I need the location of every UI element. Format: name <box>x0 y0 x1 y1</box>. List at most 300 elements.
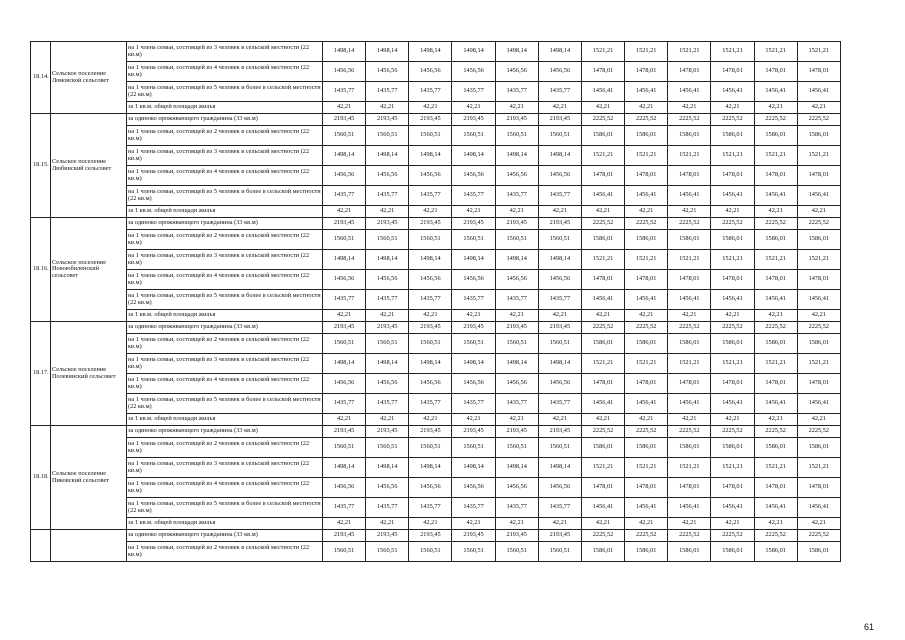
tariff-value-cell: 1586,01 <box>797 230 840 250</box>
tariff-value-cell: 1521,21 <box>581 354 624 374</box>
tariff-value-cell: 1478,01 <box>668 62 711 82</box>
table-row <box>31 126 841 146</box>
tariff-value-cell: 1478,01 <box>625 478 668 498</box>
tariff-value-cell: 2193,45 <box>366 322 409 334</box>
page-number: 61 <box>863 622 874 632</box>
section-code: 18.16. <box>31 218 51 322</box>
tariff-value-cell: 42,21 <box>581 102 624 114</box>
tariff-value-cell: 1586,01 <box>797 334 840 354</box>
tariff-value-cell: 1456,41 <box>711 394 754 414</box>
tariff-value-cell: 1560,51 <box>409 542 452 562</box>
tariff-value-cell: 2193,45 <box>323 322 366 334</box>
tariff-value-cell: 1560,51 <box>495 230 538 250</box>
tariff-value-cell: 2225,52 <box>797 530 840 542</box>
tariff-value-cell: 1435,77 <box>366 498 409 518</box>
tariff-value-cell: 42,21 <box>538 518 581 530</box>
tariff-value-cell: 1456,56 <box>538 478 581 498</box>
tariff-value-cell: 1586,01 <box>581 126 624 146</box>
row-label: на 1 члена семьи, состоящей из 3 человек в сельской местности (22 кв.м) <box>127 458 323 478</box>
tariff-value-cell: 1586,01 <box>797 438 840 458</box>
tariff-value-cell: 1435,77 <box>538 82 581 102</box>
tariff-value-cell: 42,21 <box>452 310 495 322</box>
tariff-value-cell: 1456,56 <box>323 478 366 498</box>
tariff-value-cell: 1560,51 <box>323 230 366 250</box>
tariff-value-cell: 2225,52 <box>797 322 840 334</box>
table-row <box>31 310 841 322</box>
tariff-value-cell: 1478,01 <box>668 478 711 498</box>
tariff-value-cell: 42,21 <box>581 206 624 218</box>
tariff-value-cell: 2193,45 <box>409 426 452 438</box>
row-label: за одиноко проживающего гражданина (33 кв.м) <box>127 218 323 230</box>
tariff-value-cell: 1586,01 <box>625 126 668 146</box>
tariff-value-cell: 1456,41 <box>711 186 754 206</box>
table-row <box>31 458 841 478</box>
tariff-value-cell: 1586,01 <box>754 438 797 458</box>
tariff-value-cell: 1498,14 <box>409 42 452 62</box>
tariff-value-cell: 1435,77 <box>495 394 538 414</box>
tariff-value-cell: 1435,77 <box>495 498 538 518</box>
tariff-value-cell: 1456,41 <box>581 82 624 102</box>
tariff-value-cell: 2225,52 <box>754 530 797 542</box>
tariff-value-cell: 1560,51 <box>452 230 495 250</box>
section-code: 18.15. <box>31 114 51 218</box>
tariff-value-cell: 42,21 <box>495 414 538 426</box>
tariff-table-body <box>31 42 841 562</box>
tariff-value-cell: 1456,56 <box>452 166 495 186</box>
tariff-value-cell: 1435,77 <box>452 498 495 518</box>
table-row <box>31 438 841 458</box>
row-label: на 1 члена семьи, состоящей из 4 человек в сельской местности (22 кв.м) <box>127 270 323 290</box>
tariff-value-cell: 42,21 <box>711 518 754 530</box>
tariff-value-cell: 1478,01 <box>668 374 711 394</box>
tariff-value-cell: 1586,01 <box>625 542 668 562</box>
tariff-value-cell: 42,21 <box>495 310 538 322</box>
tariff-value-cell: 1478,01 <box>754 478 797 498</box>
table-row <box>31 334 841 354</box>
tariff-value-cell: 42,21 <box>754 206 797 218</box>
row-label: на 1 члена семьи, состоящей из 2 человек в сельской местности (22 кв.м) <box>127 542 323 562</box>
tariff-value-cell: 1560,51 <box>409 438 452 458</box>
tariff-value-cell: 1586,01 <box>668 126 711 146</box>
tariff-value-cell: 42,21 <box>366 310 409 322</box>
tariff-value-cell: 42,21 <box>581 518 624 530</box>
tariff-value-cell: 1456,41 <box>754 498 797 518</box>
tariff-value-cell: 1456,41 <box>711 498 754 518</box>
tariff-value-cell: 1456,56 <box>495 62 538 82</box>
tariff-value-cell: 42,21 <box>538 102 581 114</box>
tariff-value-cell: 1521,21 <box>797 42 840 62</box>
tariff-value-cell: 1456,41 <box>625 498 668 518</box>
tariff-value-cell: 42,21 <box>625 310 668 322</box>
tariff-value-cell: 1456,56 <box>495 374 538 394</box>
tariff-value-cell: 1560,51 <box>409 230 452 250</box>
tariff-value-cell: 1498,14 <box>452 354 495 374</box>
tariff-value-cell: 1498,14 <box>538 458 581 478</box>
tariff-value-cell: 1498,14 <box>495 146 538 166</box>
tariff-value-cell: 42,21 <box>668 102 711 114</box>
tariff-value-cell: 1560,51 <box>323 438 366 458</box>
tariff-value-cell: 1435,77 <box>323 394 366 414</box>
tariff-value-cell: 1478,01 <box>668 270 711 290</box>
row-label: на 1 члена семьи, состоящей из 2 человек в сельской местности (22 кв.м) <box>127 334 323 354</box>
tariff-value-cell: 1456,56 <box>323 62 366 82</box>
tariff-value-cell: 1586,01 <box>797 126 840 146</box>
table-row <box>31 542 841 562</box>
tariff-value-cell: 1586,01 <box>581 230 624 250</box>
table-row <box>31 478 841 498</box>
tariff-value-cell: 1435,77 <box>366 82 409 102</box>
tariff-value-cell: 42,21 <box>754 414 797 426</box>
tariff-value-cell: 42,21 <box>495 206 538 218</box>
tariff-value-cell: 42,21 <box>538 310 581 322</box>
tariff-value-cell: 1498,14 <box>366 354 409 374</box>
tariff-value-cell: 1498,14 <box>495 250 538 270</box>
tariff-value-cell: 1586,01 <box>711 542 754 562</box>
tariff-value-cell: 1521,21 <box>754 146 797 166</box>
tariff-value-cell: 1435,77 <box>409 186 452 206</box>
tariff-value-cell: 2193,45 <box>409 218 452 230</box>
tariff-value-cell: 1560,51 <box>538 334 581 354</box>
tariff-value-cell: 1456,56 <box>495 166 538 186</box>
row-label: за 1 кв.м. общей площади жилья <box>127 206 323 218</box>
tariff-value-cell: 42,21 <box>581 310 624 322</box>
row-label: на 1 члена семьи, состоящей из 5 человек и более в сельской местности (22 кв.м) <box>127 290 323 310</box>
tariff-value-cell: 1456,41 <box>581 186 624 206</box>
tariff-value-cell: 1521,21 <box>711 146 754 166</box>
tariff-value-cell: 2193,45 <box>495 426 538 438</box>
row-label: на 1 члена семьи, состоящей из 5 человек и более в сельской местности (22 кв.м) <box>127 498 323 518</box>
tariff-value-cell: 42,21 <box>366 206 409 218</box>
tariff-value-cell: 1456,56 <box>323 374 366 394</box>
tariff-value-cell: 2225,52 <box>797 114 840 126</box>
tariff-value-cell: 1435,77 <box>495 290 538 310</box>
row-label: на 1 члена семьи, состоящей из 3 человек в сельской местности (22 кв.м) <box>127 250 323 270</box>
tariff-value-cell: 1498,14 <box>409 250 452 270</box>
tariff-value-cell: 1456,56 <box>538 270 581 290</box>
tariff-value-cell: 1456,56 <box>366 374 409 394</box>
tariff-value-cell: 1478,01 <box>797 478 840 498</box>
tariff-value-cell: 1586,01 <box>754 230 797 250</box>
tariff-value-cell: 2225,52 <box>581 530 624 542</box>
tariff-value-cell: 1435,77 <box>538 498 581 518</box>
tariff-value-cell: 42,21 <box>668 414 711 426</box>
tariff-value-cell: 1498,14 <box>323 42 366 62</box>
tariff-value-cell: 2193,45 <box>495 322 538 334</box>
settlement-name <box>51 530 127 562</box>
tariff-value-cell: 42,21 <box>409 414 452 426</box>
tariff-value-cell: 1586,01 <box>711 334 754 354</box>
settlement-name: Сельское поселение Любинский сельсовет <box>51 114 127 218</box>
tariff-value-cell: 1521,21 <box>668 42 711 62</box>
tariff-value-cell: 1521,21 <box>754 250 797 270</box>
row-label: на 1 члена семьи, состоящей из 2 человек в сельской местности (22 кв.м) <box>127 126 323 146</box>
row-label: на 1 члена семьи, состоящей из 4 человек в сельской местности (22 кв.м) <box>127 166 323 186</box>
tariff-value-cell: 1435,77 <box>452 290 495 310</box>
tariff-value-cell: 1586,01 <box>754 126 797 146</box>
row-label: на 1 члена семьи, состоящей из 4 человек в сельской местности (22 кв.м) <box>127 62 323 82</box>
row-label: за одиноко проживающего гражданина (33 кв.м) <box>127 426 323 438</box>
row-label: на 1 члена семьи, состоящей из 3 человек в сельской местности (22 кв.м) <box>127 42 323 62</box>
tariff-value-cell: 1560,51 <box>323 542 366 562</box>
tariff-value-cell: 1456,41 <box>797 394 840 414</box>
tariff-value-cell: 1521,21 <box>668 146 711 166</box>
tariff-value-cell: 1560,51 <box>538 542 581 562</box>
tariff-value-cell: 1586,01 <box>754 334 797 354</box>
tariff-value-cell: 1435,77 <box>538 186 581 206</box>
tariff-value-cell: 42,21 <box>625 518 668 530</box>
tariff-value-cell: 1560,51 <box>452 438 495 458</box>
tariff-value-cell: 1435,77 <box>366 394 409 414</box>
tariff-value-cell: 1560,51 <box>495 542 538 562</box>
tariff-value-cell: 42,21 <box>668 518 711 530</box>
tariff-value-cell: 2225,52 <box>711 530 754 542</box>
tariff-value-cell: 1435,77 <box>323 82 366 102</box>
tariff-value-cell: 1478,01 <box>797 62 840 82</box>
settlement-name: Сельское поселение Ломовской сельсовет <box>51 42 127 114</box>
tariff-value-cell: 1478,01 <box>797 270 840 290</box>
tariff-value-cell: 1456,56 <box>323 166 366 186</box>
tariff-value-cell: 1521,21 <box>797 146 840 166</box>
section-code: 18.18. <box>31 426 51 530</box>
tariff-value-cell: 42,21 <box>538 206 581 218</box>
tariff-value-cell: 1560,51 <box>452 542 495 562</box>
tariff-value-cell: 1456,41 <box>797 498 840 518</box>
tariff-value-cell: 1456,56 <box>366 62 409 82</box>
table-row <box>31 518 841 530</box>
tariff-value-cell: 1456,56 <box>409 270 452 290</box>
tariff-value-cell: 1560,51 <box>538 126 581 146</box>
tariff-value-cell: 2225,52 <box>668 322 711 334</box>
table-row <box>31 414 841 426</box>
tariff-value-cell: 1435,77 <box>495 186 538 206</box>
tariff-value-cell: 2225,52 <box>625 530 668 542</box>
tariff-value-cell: 2225,52 <box>625 322 668 334</box>
tariff-value-cell: 1560,51 <box>538 438 581 458</box>
tariff-value-cell: 1478,01 <box>581 374 624 394</box>
tariff-value-cell: 1521,21 <box>581 42 624 62</box>
section-code <box>31 530 51 562</box>
tariff-value-cell: 1521,21 <box>625 146 668 166</box>
tariff-value-cell: 1456,41 <box>625 186 668 206</box>
table-row <box>31 322 841 334</box>
table-row <box>31 114 841 126</box>
tariff-value-cell: 1456,41 <box>581 290 624 310</box>
row-label: за 1 кв.м. общей площади жилья <box>127 102 323 114</box>
tariff-value-cell: 1560,51 <box>452 126 495 146</box>
tariff-value-cell: 2193,45 <box>323 530 366 542</box>
tariff-value-cell: 1478,01 <box>711 478 754 498</box>
row-label: за 1 кв.м. общей площади жилья <box>127 518 323 530</box>
tariff-value-cell: 2193,45 <box>538 322 581 334</box>
tariff-value-cell: 42,21 <box>452 518 495 530</box>
tariff-value-cell: 1521,21 <box>754 354 797 374</box>
tariff-value-cell: 1456,41 <box>797 82 840 102</box>
tariff-value-cell: 2193,45 <box>538 426 581 438</box>
tariff-value-cell: 1498,14 <box>538 354 581 374</box>
tariff-value-cell: 2225,52 <box>625 114 668 126</box>
tariff-value-cell: 1456,56 <box>323 270 366 290</box>
row-label: за одиноко проживающего гражданина (33 кв.м) <box>127 530 323 542</box>
tariff-value-cell: 1478,01 <box>711 166 754 186</box>
tariff-value-cell: 42,21 <box>754 518 797 530</box>
tariff-value-cell: 2225,52 <box>711 426 754 438</box>
tariff-value-cell: 2193,45 <box>495 114 538 126</box>
tariff-value-cell: 1456,41 <box>797 290 840 310</box>
row-label: на 1 члена семьи, состоящей из 2 человек в сельской местности (22 кв.м) <box>127 438 323 458</box>
tariff-value-cell: 1586,01 <box>711 230 754 250</box>
tariff-value-cell: 1478,01 <box>581 270 624 290</box>
tariff-value-cell: 42,21 <box>409 206 452 218</box>
tariff-value-cell: 2193,45 <box>452 114 495 126</box>
tariff-value-cell: 1498,14 <box>323 250 366 270</box>
tariff-value-cell: 2193,45 <box>495 530 538 542</box>
tariff-value-cell: 1435,77 <box>409 498 452 518</box>
tariff-value-cell: 1456,56 <box>409 166 452 186</box>
table-row <box>31 498 841 518</box>
tariff-value-cell: 2193,45 <box>452 218 495 230</box>
tariff-value-cell: 1586,01 <box>668 230 711 250</box>
tariff-value-cell: 42,21 <box>366 518 409 530</box>
tariff-value-cell: 1586,01 <box>668 542 711 562</box>
tariff-value-cell: 2225,52 <box>581 114 624 126</box>
row-label: за 1 кв.м. общей площади жилья <box>127 310 323 322</box>
tariff-value-cell: 2193,45 <box>452 426 495 438</box>
tariff-value-cell: 42,21 <box>711 310 754 322</box>
table-row <box>31 62 841 82</box>
tariff-value-cell: 42,21 <box>668 206 711 218</box>
tariff-value-cell: 1521,21 <box>711 42 754 62</box>
tariff-value-cell: 1435,77 <box>452 186 495 206</box>
tariff-value-cell: 2225,52 <box>754 322 797 334</box>
tariff-value-cell: 1435,77 <box>452 82 495 102</box>
tariff-value-cell: 1435,77 <box>366 290 409 310</box>
tariff-value-cell: 1498,14 <box>323 146 366 166</box>
tariff-value-cell: 1478,01 <box>754 374 797 394</box>
tariff-value-cell: 1560,51 <box>323 126 366 146</box>
row-label: за одиноко проживающего гражданина (33 кв.м) <box>127 114 323 126</box>
tariff-value-cell: 1498,14 <box>452 146 495 166</box>
tariff-table <box>30 41 841 562</box>
tariff-value-cell: 1560,51 <box>495 334 538 354</box>
tariff-value-cell: 1456,41 <box>625 82 668 102</box>
tariff-value-cell: 1478,01 <box>625 374 668 394</box>
tariff-value-cell: 1521,21 <box>754 42 797 62</box>
tariff-value-cell: 1478,01 <box>711 270 754 290</box>
table-row <box>31 250 841 270</box>
tariff-value-cell: 42,21 <box>711 414 754 426</box>
tariff-value-cell: 1521,21 <box>625 458 668 478</box>
tariff-value-cell: 2193,45 <box>409 322 452 334</box>
tariff-value-cell: 1498,14 <box>409 146 452 166</box>
tariff-value-cell: 1560,51 <box>452 334 495 354</box>
table-row <box>31 530 841 542</box>
tariff-value-cell: 1498,14 <box>538 42 581 62</box>
tariff-value-cell: 42,21 <box>323 518 366 530</box>
tariff-value-cell: 1456,41 <box>754 82 797 102</box>
table-row <box>31 290 841 310</box>
tariff-value-cell: 1435,77 <box>323 290 366 310</box>
tariff-value-cell: 1456,41 <box>625 290 668 310</box>
tariff-value-cell: 2225,52 <box>797 218 840 230</box>
tariff-value-cell: 2225,52 <box>711 322 754 334</box>
tariff-value-cell: 42,21 <box>625 206 668 218</box>
tariff-value-cell: 2193,45 <box>366 530 409 542</box>
tariff-value-cell: 1456,56 <box>538 374 581 394</box>
tariff-value-cell: 2225,52 <box>668 114 711 126</box>
tariff-value-cell: 1498,14 <box>409 458 452 478</box>
tariff-value-cell: 1478,01 <box>754 166 797 186</box>
tariff-value-cell: 2225,52 <box>581 322 624 334</box>
table-row <box>31 354 841 374</box>
table-row <box>31 42 841 62</box>
tariff-value-cell: 1456,41 <box>581 498 624 518</box>
table-row <box>31 206 841 218</box>
tariff-value-cell: 1456,56 <box>538 62 581 82</box>
tariff-value-cell: 1498,14 <box>495 42 538 62</box>
tariff-value-cell: 1456,41 <box>711 290 754 310</box>
table-row <box>31 374 841 394</box>
tariff-value-cell: 1560,51 <box>409 126 452 146</box>
tariff-value-cell: 1478,01 <box>581 478 624 498</box>
tariff-value-cell: 1456,56 <box>366 166 409 186</box>
row-label: на 1 члена семьи, состоящей из 4 человек в сельской местности (22 кв.м) <box>127 478 323 498</box>
tariff-value-cell: 42,21 <box>797 414 840 426</box>
tariff-value-cell: 1521,21 <box>625 42 668 62</box>
tariff-value-cell: 1521,21 <box>581 146 624 166</box>
tariff-value-cell: 42,21 <box>538 414 581 426</box>
tariff-value-cell: 1521,21 <box>797 354 840 374</box>
tariff-value-cell: 42,21 <box>409 310 452 322</box>
table-row <box>31 394 841 414</box>
row-label: на 1 члена семьи, состоящей из 3 человек в сельской местности (22 кв.м) <box>127 146 323 166</box>
tariff-value-cell: 42,21 <box>409 518 452 530</box>
tariff-value-cell: 1456,56 <box>495 270 538 290</box>
tariff-value-cell: 1521,21 <box>625 250 668 270</box>
row-label: за 1 кв.м. общей площади жилья <box>127 414 323 426</box>
tariff-value-cell: 1435,77 <box>323 498 366 518</box>
table-row <box>31 270 841 290</box>
tariff-value-cell: 42,21 <box>495 518 538 530</box>
tariff-value-cell: 1498,14 <box>452 458 495 478</box>
tariff-value-cell: 1478,01 <box>581 62 624 82</box>
tariff-value-cell: 1521,21 <box>797 250 840 270</box>
tariff-value-cell: 1435,77 <box>323 186 366 206</box>
tariff-value-cell: 1478,01 <box>668 166 711 186</box>
table-row <box>31 146 841 166</box>
tariff-value-cell: 1560,51 <box>495 126 538 146</box>
tariff-value-cell: 1478,01 <box>625 166 668 186</box>
tariff-value-cell: 1456,56 <box>452 374 495 394</box>
tariff-value-cell: 2193,45 <box>323 426 366 438</box>
tariff-value-cell: 2225,52 <box>754 218 797 230</box>
tariff-value-cell: 1586,01 <box>797 542 840 562</box>
tariff-value-cell: 1521,21 <box>668 354 711 374</box>
tariff-value-cell: 2193,45 <box>538 530 581 542</box>
tariff-value-cell: 2193,45 <box>409 530 452 542</box>
tariff-value-cell: 42,21 <box>452 102 495 114</box>
tariff-value-cell: 1435,77 <box>409 82 452 102</box>
tariff-value-cell: 1521,21 <box>797 458 840 478</box>
tariff-value-cell: 1498,14 <box>495 458 538 478</box>
tariff-value-cell: 1521,21 <box>711 250 754 270</box>
tariff-value-cell: 1478,01 <box>625 270 668 290</box>
tariff-value-cell: 1498,14 <box>323 354 366 374</box>
tariff-value-cell: 42,21 <box>323 414 366 426</box>
section-code: 18.17. <box>31 322 51 426</box>
tariff-value-cell: 2225,52 <box>668 218 711 230</box>
tariff-value-cell: 42,21 <box>452 414 495 426</box>
tariff-value-cell: 1478,01 <box>754 62 797 82</box>
